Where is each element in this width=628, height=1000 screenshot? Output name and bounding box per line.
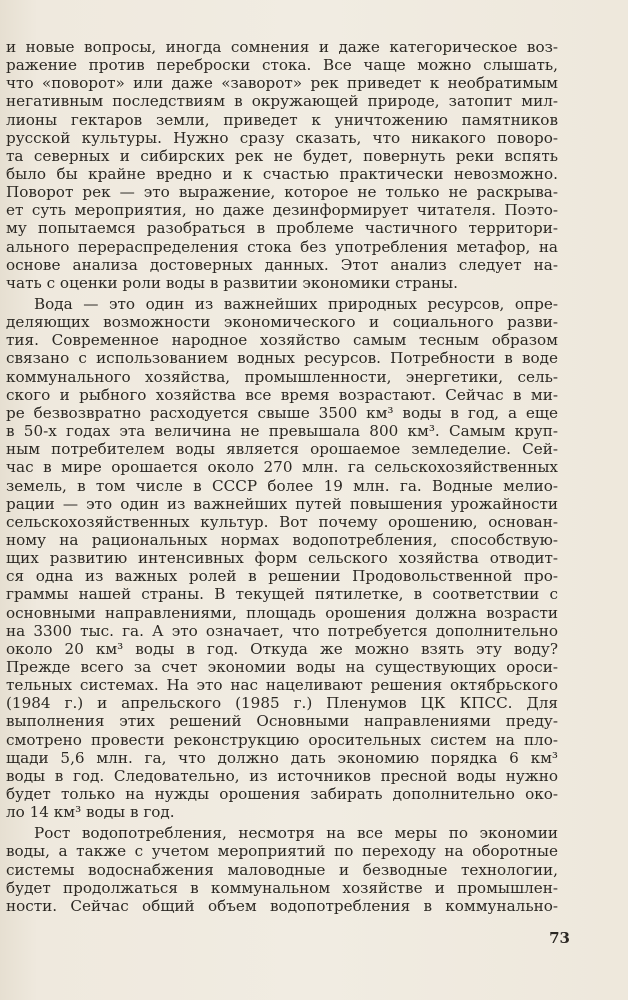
text-line: будет только на нужды орошения забирать дополнительно око- (6, 784, 558, 803)
text-line: связано с использованием водных ресурсов. Потребности в воде (6, 349, 558, 368)
text-line: коммунального хозяйства, промышленности, энергетики, сель- (6, 367, 558, 386)
text-line: на 3300 тыс. га. А это означает, что потребуется дополнительно (6, 621, 558, 640)
text-line: Вода — это один из важнейших природных ресурсов, опре- (34, 295, 558, 314)
text-line: час в мире орошается около 270 млн. га сельскохозяйственных (6, 458, 558, 477)
text-line: деляющих возможности экономического и социального разви- (6, 313, 558, 332)
text-line: ло 14 км³ воды в год. (6, 803, 175, 822)
text-line: Рост водопотребления, несмотря на все меры по экономии (34, 824, 558, 843)
text-line: воды, а также с учетом мероприятий по переходу на оборотные (6, 842, 558, 861)
text-line: что «поворот» или даже «заворот» рек приведет к необратимым (6, 74, 558, 93)
text-line: сельскохозяйственных культур. Вот почему орошению, основан- (6, 512, 558, 531)
text-line: Поворот рек — это выражение, которое не только не раскрыва- (6, 183, 558, 202)
text-line: тельных системах. На это нас нацеливают решения октябрьского (6, 676, 558, 695)
text-line: смотрено провести реконструкцию оросительных систем на пло- (6, 730, 558, 749)
text-line: было бы крайне вредно и к счастью практически невозможно. (6, 165, 558, 184)
text-line: чать с оценки роли воды в развитии экономики страны. (6, 273, 458, 292)
text-line: лионы гектаров земли, приведет к уничтожению памятников (6, 110, 558, 129)
text-line: системы водоснабжения маловодные и безводные технологии, (6, 860, 558, 879)
text-line: основными направлениями, площадь орошения должна возрасти (6, 603, 558, 622)
text-line: ным потребителем воды является орошаемое земледелие. Сей- (6, 440, 558, 459)
text-line: щих развитию интенсивных форм сельского хозяйства отводит- (6, 549, 558, 568)
text-line: ности. Сейчас общий объем водопотребления в коммунально- (6, 896, 558, 915)
text-line: тия. Современное народное хозяйство самым тесным образом (6, 331, 558, 350)
text-line: та северных и сибирских рек не будет, повернуть реки вспять (6, 146, 558, 165)
text-line: ет суть мероприятия, но даже дезинформирует читателя. Поэто- (6, 201, 558, 220)
page-number: 73 (549, 929, 570, 947)
text-line: воды в год. Следовательно, из источников пресной воды нужно (6, 766, 558, 785)
text-line: му попытаемся разобраться в проблеме частичного территори- (6, 219, 558, 238)
text-line: выполнения этих решений Основными направлениями преду- (6, 712, 558, 731)
text-line: земель, в том числе в СССР более 19 млн. га. Водные мелио- (6, 476, 558, 495)
text-line: русской культуры. Нужно сразу сказать, что никакого поворо- (6, 128, 558, 147)
text-line: около 20 км³ воды в год. Откуда же можно взять эту воду? (6, 639, 558, 658)
text-line: ского и рыбного хозяйства все время возрастают. Сейчас в ми- (6, 385, 558, 404)
text-line: в 50-х годах эта величина не превышала 800 км³. Самым круп- (6, 422, 558, 441)
text-line: ному на рациональных нормах водопотребления, способствую- (6, 530, 558, 549)
text-line: Прежде всего за счет экономии воды на существующих ороси- (6, 657, 558, 676)
text-line: негативным последствиям в окружающей природе, затопит мил- (6, 92, 558, 111)
text-line: основе анализа достоверных данных. Этот анализ следует на- (6, 255, 558, 274)
text-line: будет продолжаться в коммунальном хозяйстве и промышлен- (6, 878, 558, 897)
text-line: рации — это один из важнейших путей повышения урожайности (6, 494, 558, 513)
text-line: щади 5,6 млн. га, что должно дать экономию порядка 6 км³ (6, 748, 558, 767)
text-line: граммы нашей страны. В текущей пятилетке, в соответствии с (6, 585, 558, 604)
text-line: ре безвозвратно расходуется свыше 3500 км³ воды в год, а еще (6, 403, 558, 422)
text-line: ального перераспределения стока без употребления метафор, на (6, 237, 558, 256)
text-line: ся одна из важных ролей в решении Продовольственной про- (6, 567, 558, 586)
text-line: ражение против переброски стока. Все чаще можно слышать, (6, 56, 558, 75)
text-line: (1984 г.) и апрельского (1985 г.) Пленумов ЦК КПСС. Для (6, 694, 558, 713)
text-line: и новые вопросы, иногда сомнения и даже категорическое воз- (6, 38, 558, 56)
